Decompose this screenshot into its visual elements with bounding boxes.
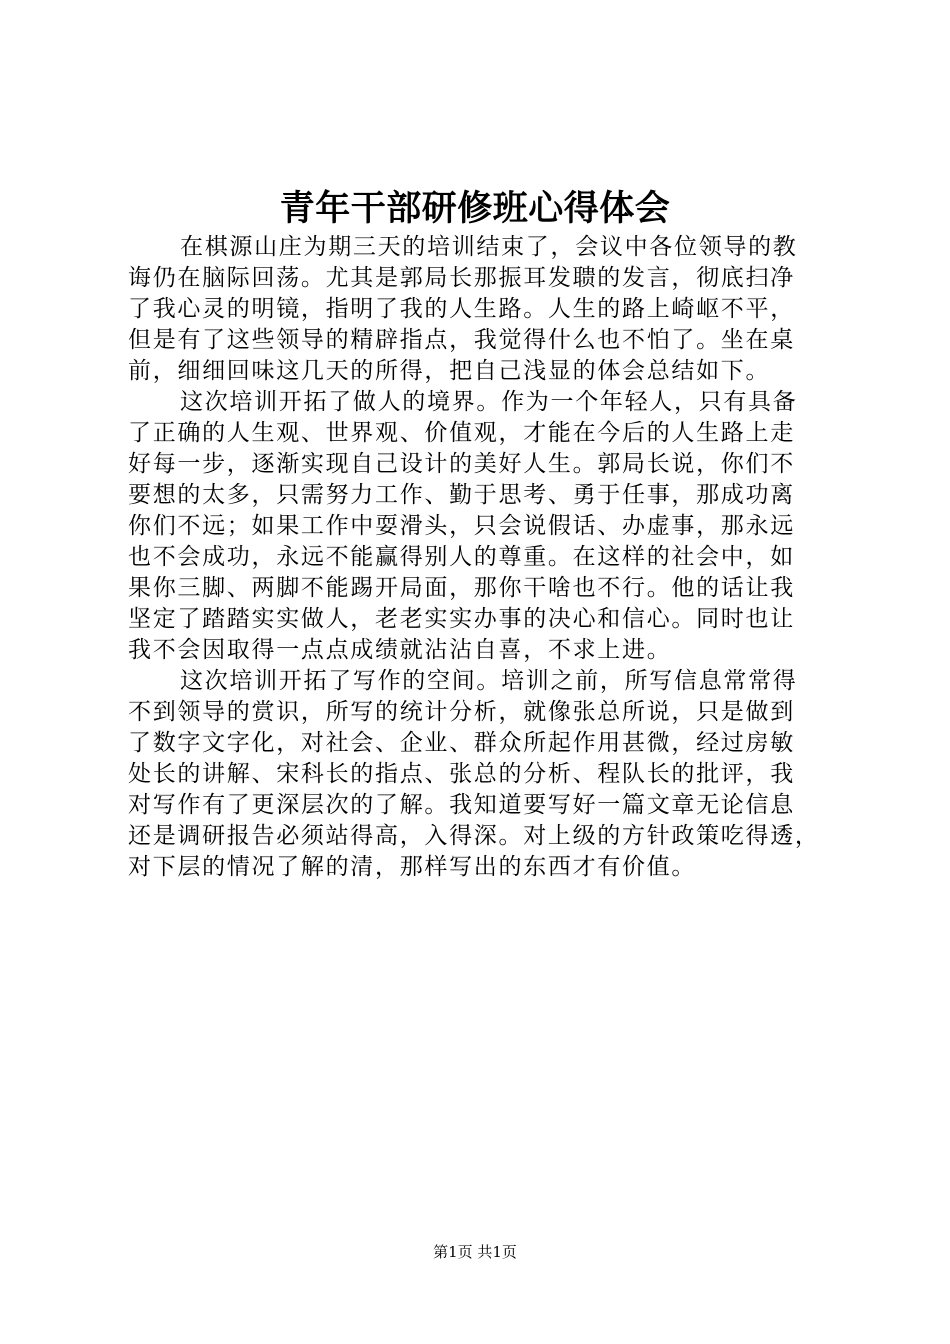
paragraph-line: 对写作有了更深层次的了解。我知道要写好一篇文章无论信息: [128, 792, 795, 818]
paragraph-line: 果你三脚、两脚不能踢开局面，那你干啥也不行。他的话让我: [128, 575, 795, 601]
paragraph-2: [128, 387, 848, 666]
paragraph-line: 在棋源山庄为期三天的培训结束了，会议中各位领导的教: [180, 234, 798, 260]
paragraph-line: 前，细细回味这几天的所得，把自己浅显的体会总结如下。: [128, 358, 771, 384]
paragraph-line: 你们不远；如果工作中耍滑头，只会说假话、办虚事，那永远: [128, 513, 795, 539]
paragraph-line: 处长的讲解、宋科长的指点、张总的分析、程队长的批评，我: [128, 761, 795, 787]
paragraph-line: 诲仍在脑际回荡。尤其是郭局长那振耳发聩的发言，彻底扫净: [128, 265, 795, 291]
paragraph-line: 这次培训开拓了写作的空间。培训之前，所写信息常常得: [180, 668, 798, 694]
paragraph-line: 也不会成功，永远不能赢得别人的尊重。在这样的社会中，如: [128, 544, 795, 570]
paragraph-line: 好每一步，逐渐实现自己设计的美好人生。郭局长说，你们不: [128, 451, 795, 477]
paragraph-line: 这次培训开拓了做人的境界。作为一个年轻人，只有具备: [180, 389, 798, 415]
paragraph-line: 还是调研报告必须站得高，入得深。对上级的方针政策吃得透，: [128, 823, 820, 849]
paragraph-line: 不到领导的赏识，所写的统计分析，就像张总所说，只是做到: [128, 699, 795, 725]
document-title: 青年干部研修班心得体会: [279, 188, 671, 229]
paragraph-3: [128, 666, 848, 883]
paragraph-line: 坚定了踏踏实实做人，老老实实办事的决心和信心。同时也让: [128, 606, 795, 632]
paragraph-line: 了数字文字化，对社会、企业、群众所起作用甚微，经过房敏: [128, 730, 795, 756]
paragraph-line: 但是有了这些领导的精辟指点，我觉得什么也不怕了。坐在桌: [128, 327, 795, 353]
paragraph-1: [128, 232, 848, 387]
document-body: [128, 232, 848, 883]
paragraph-line: 我不会因取得一点点成绩就沾沾自喜，不求上进。: [128, 637, 672, 663]
paragraph-line: 了正确的人生观、世界观、价值观，才能在今后的人生路上走: [128, 420, 795, 446]
paragraph-line: 了我心灵的明镜，指明了我的人生路。人生的路上崎岖不平，: [128, 296, 795, 322]
paragraph-line: 对下层的情况了解的清，那样写出的东西才有价值。: [128, 854, 697, 880]
page-footer: 第1页 共1页: [433, 1243, 517, 1261]
paragraph-line: 要想的太多，只需努力工作、勤于思考、勇于任事，那成功离: [128, 482, 795, 508]
